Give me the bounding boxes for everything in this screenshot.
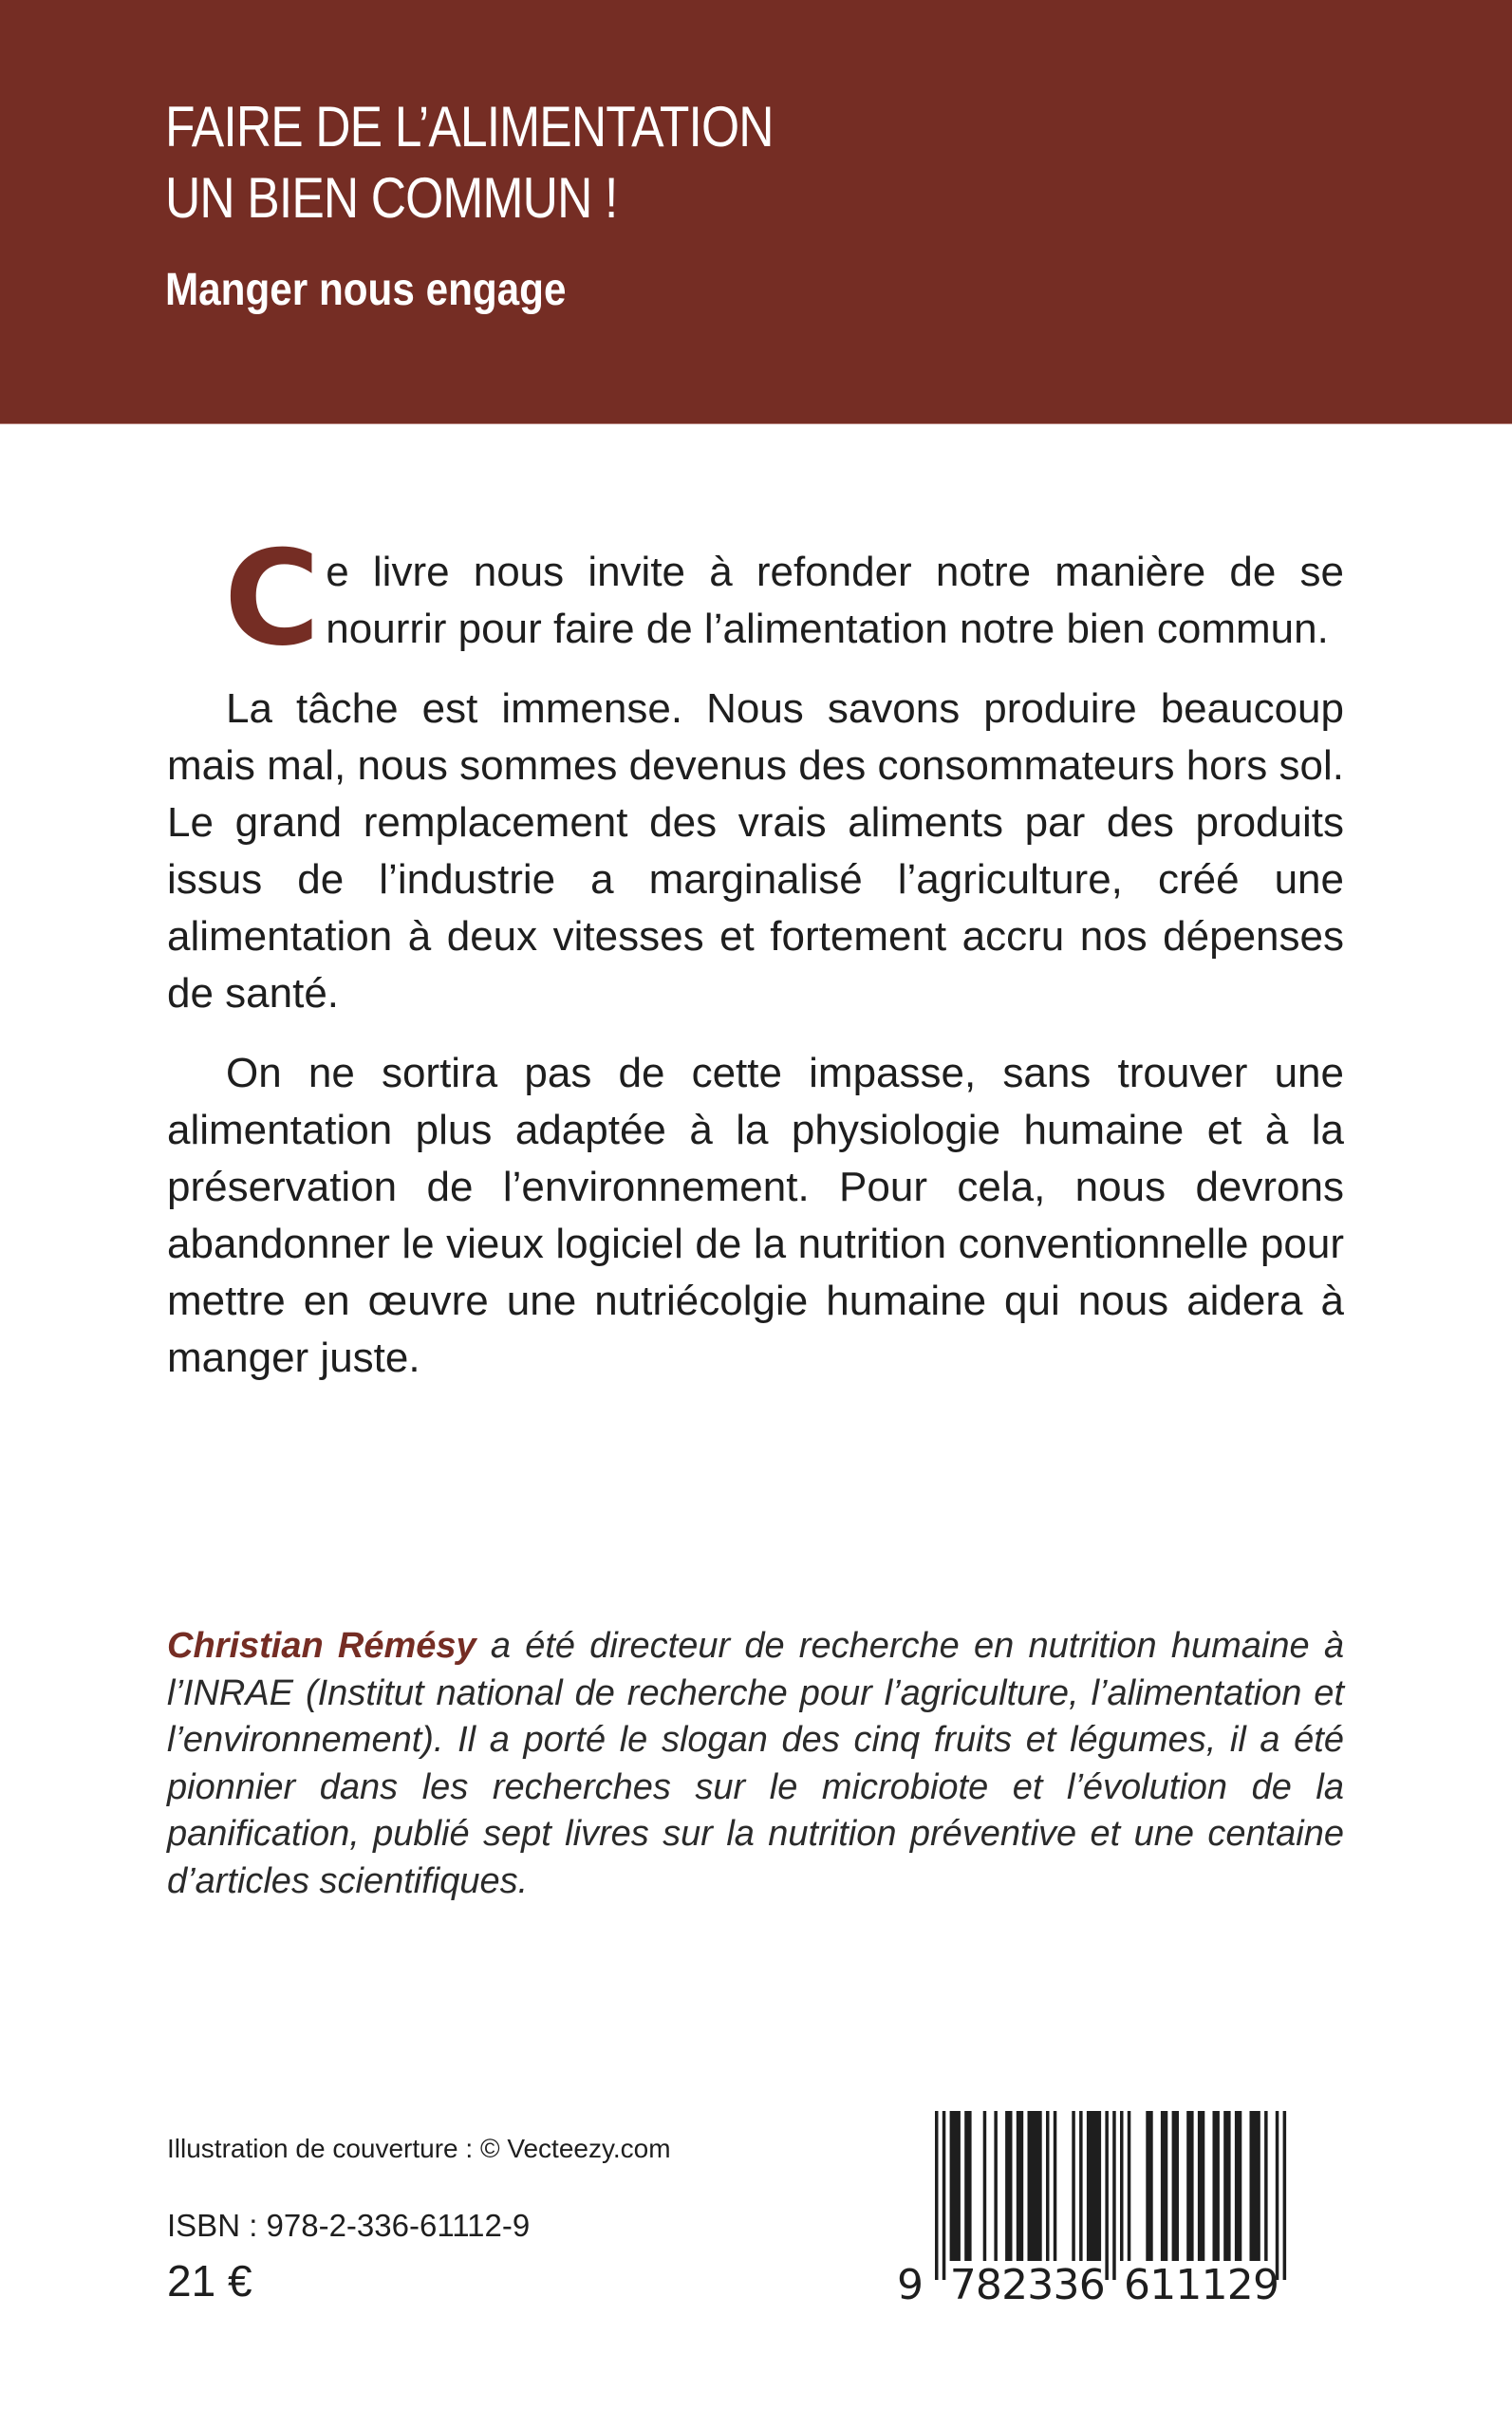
isbn: ISBN : 978-2-336-61112-9	[167, 2208, 531, 2243]
book-title	[165, 91, 774, 233]
barcode-bar	[1172, 2111, 1179, 2261]
book-subtitle: Manger nous engage	[165, 265, 567, 315]
barcode-guard-bar	[1283, 2111, 1287, 2280]
drop-cap: C	[224, 522, 321, 675]
barcode-bar	[1120, 2111, 1124, 2261]
barcode-bar	[1198, 2111, 1204, 2261]
barcode-bar	[1250, 2111, 1260, 2261]
barcode-bar	[983, 2111, 987, 2261]
blurb-paragraph-2: La tâche est immense. Nous savons produire beaucoup mais mal, nous sommes devenus des consommateurs hors sol. Le grand remplacement des vrais aliments par des produits issus de l’industrie a marginalisé l’agriculture, créé une alimentation à deux vitesses et fortement accru nos dépenses de santé.	[167, 685, 1344, 1017]
book-title-line-2: UN BIEN COMMUN !	[165, 166, 618, 230]
barcode-guard-bar	[1105, 2111, 1109, 2280]
ean13-barcode	[887, 2105, 1296, 2309]
barcode-graphic	[887, 2105, 1296, 2309]
barcode-bar	[1146, 2111, 1152, 2261]
barcode-bar	[1264, 2111, 1268, 2261]
barcode-bar	[994, 2111, 998, 2261]
barcode-bar	[1054, 2111, 1057, 2261]
barcode-bar	[964, 2111, 971, 2261]
book-title-line-1: FAIRE DE L’ALIMENTATION	[165, 95, 774, 159]
header-band	[0, 0, 1512, 424]
header-bottom-edge	[0, 423, 1512, 424]
barcode-bar	[1128, 2111, 1131, 2261]
barcode-bar	[1213, 2111, 1220, 2261]
barcode-bar	[1005, 2111, 1012, 2261]
barcode-guard-bar	[1276, 2111, 1279, 2280]
barcode-left-digits: 782336	[949, 2261, 1106, 2309]
blurb-paragraph-1-text: e livre nous invite à refonder notre manière de se nourrir pour faire de l’alimentation notre bien commun.	[326, 549, 1344, 652]
blurb-paragraph-1	[167, 522, 1344, 675]
barcode-bar	[1087, 2111, 1101, 2261]
author-name: Christian Rémésy	[167, 1626, 476, 1666]
barcode-bar	[1079, 2111, 1083, 2261]
barcode-bar	[1046, 2111, 1050, 2261]
author-bio-text: a été directeur de recherche en nutrition humaine à l’INRAE (Institut national de recherche pour l’agriculture, l’alimentation et l’environnement). Il a porté le slogan des cinq fruits et légumes, il a été pionnier dans les recherches sur le microbiote et l’évolution de la panification, publié sept livres sur la nutrition préventive et une centaine d’articles scientifiques.	[167, 1626, 1344, 1901]
barcode-bar	[1028, 2111, 1042, 2261]
barcode-bar	[1223, 2111, 1230, 2261]
barcode-bar	[1072, 2111, 1075, 2261]
blurb	[167, 522, 1344, 1410]
barcode-bar	[950, 2111, 961, 2261]
price: 21 €	[167, 2256, 252, 2306]
illustration-credit: Illustration de couverture : © Vecteezy.com	[167, 2134, 671, 2163]
barcode-first-digit: 9	[897, 2261, 924, 2309]
barcode-guard-bar	[943, 2111, 946, 2280]
barcode-bar	[1017, 2111, 1023, 2261]
blurb-paragraph-3: On ne sortira pas de cette impasse, sans trouver une alimentation plus adaptée à la physiologie humaine et à la préservation de l’environnement. Pour cela, nous devrons abandonner le vieux logiciel de la nutrition conventionnelle pour mettre en œuvre une nutriécolgie humaine qui nous aidera à manger juste.	[167, 1050, 1344, 1381]
barcode-bar	[1161, 2111, 1167, 2261]
barcode-bar	[1186, 2111, 1193, 2261]
author-bio	[167, 1623, 1344, 1905]
barcode-guard-bar	[935, 2111, 939, 2280]
barcode-right-digits: 611129	[1124, 2261, 1279, 2309]
barcode-bar	[1235, 2111, 1241, 2261]
barcode-guard-bar	[1112, 2111, 1116, 2280]
